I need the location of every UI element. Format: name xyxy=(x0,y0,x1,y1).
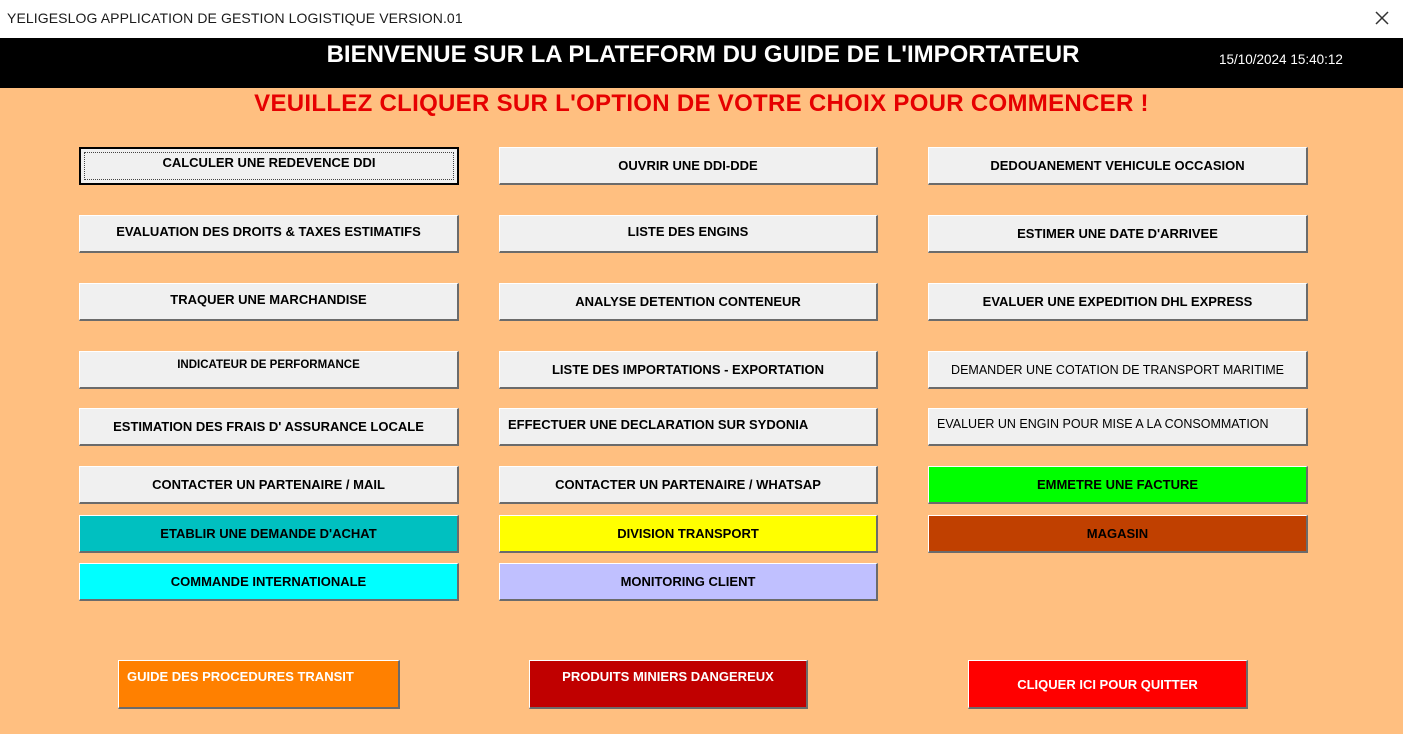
magasin-button[interactable]: MAGASIN xyxy=(928,515,1308,553)
datetime-display: 15/10/2024 15:40:12 xyxy=(1219,52,1343,67)
ouvrir-ddi-button[interactable]: OUVRIR UNE DDI-DDE xyxy=(499,147,878,185)
instruction-subtitle: VEUILLEZ CLIQUER SUR L'OPTION DE VOTRE CHOIX POUR COMMENCER ! xyxy=(254,90,1149,117)
demande-achat-button[interactable]: ETABLIR UNE DEMANDE D'ACHAT xyxy=(79,515,459,553)
window-title: YELIGESLOG APPLICATION DE GESTION LOGISTIQUE VERSION.01 xyxy=(7,10,463,26)
commande-internationale-button[interactable]: COMMANDE INTERNATIONALE xyxy=(79,563,459,601)
evaluer-dhl-button[interactable]: EVALUER UNE EXPEDITION DHL EXPRESS xyxy=(928,283,1308,321)
produits-miniers-button[interactable]: PRODUITS MINIERS DANGEREUX xyxy=(529,660,808,709)
evaluer-engin-button[interactable]: EVALUER UN ENGIN POUR MISE A LA CONSOMMATION xyxy=(928,408,1308,446)
indicateur-performance-button[interactable]: INDICATEUR DE PERFORMANCE xyxy=(79,351,459,389)
contact-mail-button[interactable]: CONTACTER UN PARTENAIRE / MAIL xyxy=(79,466,459,504)
close-icon[interactable] xyxy=(1369,4,1395,32)
cotation-maritime-button[interactable]: DEMANDER UNE COTATION DE TRANSPORT MARITIME xyxy=(928,351,1308,389)
declaration-sydonia-button[interactable]: EFFECTUER UNE DECLARATION SUR SYDONIA xyxy=(499,408,878,446)
liste-importations-button[interactable]: LISTE DES IMPORTATIONS - EXPORTATION xyxy=(499,351,878,389)
traquer-marchandise-button[interactable]: TRAQUER UNE MARCHANDISE xyxy=(79,283,459,321)
welcome-title: BIENVENUE SUR LA PLATEFORM DU GUIDE DE L'IMPORTATEUR xyxy=(326,41,1080,68)
guide-procedures-button[interactable]: GUIDE DES PROCEDURES TRANSIT xyxy=(118,660,400,709)
monitoring-client-button[interactable]: MONITORING CLIENT xyxy=(499,563,878,601)
division-transport-button[interactable]: DIVISION TRANSPORT xyxy=(499,515,878,553)
quitter-button[interactable]: CLIQUER ICI POUR QUITTER xyxy=(968,660,1248,709)
liste-engins-button[interactable]: LISTE DES ENGINS xyxy=(499,215,878,253)
dedouanement-vehicule-button[interactable]: DEDOUANEMENT VEHICULE OCCASION xyxy=(928,147,1308,185)
contact-whatsapp-button[interactable]: CONTACTER UN PARTENAIRE / WHATSAP xyxy=(499,466,878,504)
header-banner xyxy=(0,38,1403,88)
estimer-date-button[interactable]: ESTIMER UNE DATE D'ARRIVEE xyxy=(928,215,1308,253)
emmetre-facture-button[interactable]: EMMETRE UNE FACTURE xyxy=(928,466,1308,504)
frais-assurance-button[interactable]: ESTIMATION DES FRAIS D' ASSURANCE LOCALE xyxy=(79,408,459,446)
main-form xyxy=(0,38,1403,734)
window-titlebar xyxy=(0,0,1403,39)
calculer-redevence-button[interactable]: CALCULER UNE REDEVENCE DDI xyxy=(79,147,459,185)
evaluation-droits-button[interactable]: EVALUATION DES DROITS & TAXES ESTIMATIFS xyxy=(79,215,459,253)
analyse-detention-button[interactable]: ANALYSE DETENTION CONTENEUR xyxy=(499,283,878,321)
